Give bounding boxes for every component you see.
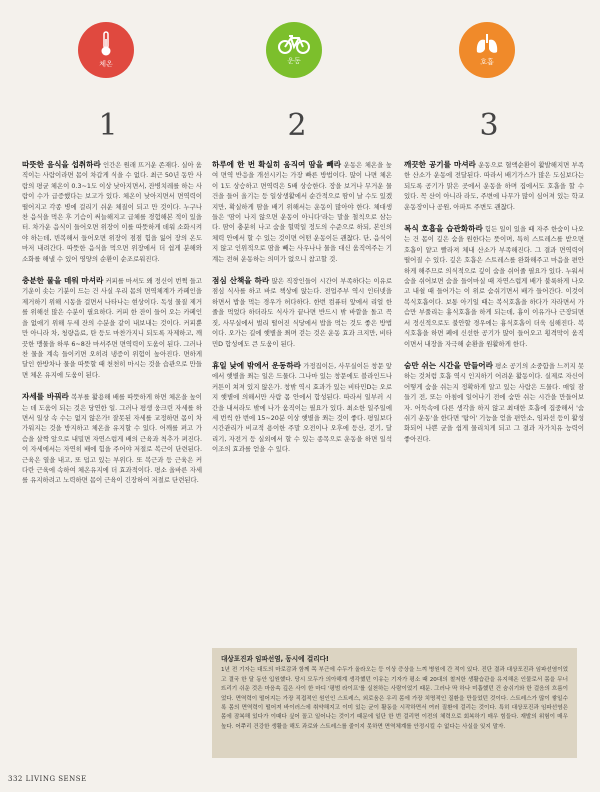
paragraph-heading: 따뜻한 음식을 섭취하라 bbox=[22, 160, 101, 169]
column-temperature bbox=[22, 160, 202, 498]
temperature-label: 체온 bbox=[99, 60, 113, 68]
column-exercise bbox=[212, 160, 392, 467]
temperature-badge bbox=[78, 22, 134, 78]
exercise-label: 운동 bbox=[287, 57, 301, 65]
exercise-badge bbox=[266, 22, 322, 78]
paragraph bbox=[404, 160, 584, 212]
sidebar-box-title: 대상포진과 임파선염, 동시에 걸리다! bbox=[221, 655, 329, 663]
paragraph bbox=[212, 361, 392, 455]
paragraph-heading: 하루에 한 번 확실히 움직여 땀을 빼라 bbox=[212, 160, 342, 169]
paragraph-heading: 충분한 물을 데워 마셔라 bbox=[22, 276, 104, 286]
lungs-icon bbox=[474, 33, 500, 55]
paragraph-text: 커피를 마셔도 왜 정신이 번쩍 들고 기운이 솟는 기분이 드는 건 사실 우리 몸의 면역체계가 카페인을 제거하기 위해 시동을 걸면서 나타나는 현상이다. 독성 물질 제거를 위해선 많은 수분이 필요하다. 커피 한 잔이 들어 오는 카페인을 없애기 위해 두세 잔의 수분을 같이 내보내는 것이다. 커피뿐만 아니라 차, 청량음료, 탄 등도 마찬가지니 되도록 자제하고, 깨끗한 맹물을 하루 6~8잔 마셔주면 면역력이 도움이 된다. 그러나 찬 물을 계속 들이키면 오히려 냉증이 위험이 높아진다. 면하게 달인 한방차나 물을 따뜻할 때 천천히 마시는 것을 습관으로 만들면 체온 유지에 도움이 된다. bbox=[22, 277, 202, 379]
bicycle-icon bbox=[277, 34, 311, 54]
paragraph-heading: 복식 호흡을 습관화하라 bbox=[404, 224, 483, 234]
section-number-1: 1 bbox=[98, 108, 118, 143]
breathing-badge bbox=[459, 22, 515, 78]
sidebar-box bbox=[212, 648, 577, 758]
section-number-2: 2 bbox=[287, 108, 307, 143]
paragraph bbox=[212, 160, 392, 264]
paragraph-text: 평소 공기의 소중함을 느끼지 못하는 것처럼 호흡 역시 인지하기 어려운 활동이다. 실제로 자신이 어떻게 숨을 쉬는지 정확하게 알고 있는 사람은 드물다. 매일 잠들기 전, 또는 아침에 일어나기 전에 숨만 쉬는 시간을 만들어보자. 어둑속에 다른 생각을 하지 않고 최대한 호흡에 집중해서 '숨쉬기 운동'을 한다면 '탐어' 기능을 얻을 편안소, 임파선 등이 활성화되어 나쁜 균을 쉽게 물리치게 되고 그 결과 자가치유 능력이 좋아진다. bbox=[404, 361, 584, 443]
breathing-label: 호흡 bbox=[480, 58, 494, 66]
paragraph-heading: 휴일 낮에 밖에서 운동하라 bbox=[212, 360, 302, 370]
paragraph-text: 힘든 일이 있을 때 자주 한숨이 나오는 건 몸이 깊은 숨을 원한다는 뜻이며, 특히 스트레스를 받으면 호흡이 얕고 빨라져 체내 산소가 부족해진다. 그 결과 면역력이 떨어질 수 있다. 깊은 호흡은 스트레스를 완화해주고 마음을 편안하게 해주므로 의식적으로 깊이 숨을 쉬어줄 필요가 있다. 누워서 숨을 쉬어보면 숨을 들이마실 때 자연스럽게 배가 불룩하게 나오고 내쉴 때 들어가는 이 위로 숨쉬기면서 배가 들어간다. 이것이 복식호흡이다. 보통 아기일 때는 복식호흡을 하다가 자라면서 가슴만 부풀리는 흉식호흡을 하게 되는데, 흉이 이유가나 근장되면서 정신적으로도 불안할 경우에는 흉식호흡이 더욱 심해진다. 복식호흡을 하면 폐에 신선한 공기가 많이 들어오고 횡격막이 움직이면서 내장을 자극해 순환을 원활하게 한다. bbox=[404, 225, 584, 348]
paragraph bbox=[404, 361, 584, 444]
paragraph-text: 많은 직장인들이 시간이 부족하다는 이유로 점심 식사를 하고 바로 책상에 앉는다. 전업주부 역시 인터넷을 하면서 밥을 먹는 경우가 허다하다. 한번 컴퓨터 앞에서 리얼 한 줄을 먹었다 하더라도 식사가 끝나면 반드시 밖 바깥을 돌고 꼭 짓, 사무실에서 벌리 떨어진 식당에서 밥을 먹는 것도 좋은 방법이다. 오가는 길에 햇볕을 쬐며 걷는 것은 운동 효과 크지만, 비타민D 합성에도 큰 도움이 된다. bbox=[212, 277, 392, 348]
paragraph bbox=[404, 224, 584, 349]
sidebar-box-text: 1년 전 기자는 대도의 마로감과 함께 목 부근에 수두가 올라오는 등 이상 증상을 느껴 병원에 간 적이 있다. 진단 결과 대상포진과 임파선염이었고 결국 한 달 동안 입원했다. 당시 모두가 의아해계 생각했던 이유는 기자가 평소 때 20대의 철저한 생활습관을 유지해온 인물로서 몸을 무너뜨리기 쉬운 것은 마음속 깊은 사이 한 마디 '평범 라이프'를 실천하는 사람이었기 때문. 그러나 딱 하나 미흡했던 건 숨쉬기와 한 걸음의 흐름이었다. 면역력이 떨어지는 가장 직접적인 원인인 스트레스, 외로움은 우리 몸에 가장 치명적인 질환을 만들었던 것이다. 스트레스가 많이 쌓일수록 몸의 면역력이 떨어져 바이러스에 취약해지고 이미 있는 균이 활동을 시작하면서 여러 질환에 걸리는 것이다. 특히 대상포진과 임파선염은 몸에 잠복해 있다가 이때다 싶어 꼴고 일어나는 것이기 때문에 일단 한 번 걸리면 이전의 체력으로 회복하기 매우 힘들다. 재발의 위험이 매우 높다. 어쭈리 건강한 생활을 해도 과로와 스트레스를 줄이지 못하면 면역체계를 안정시킬 수 없다는 사실을 잊지 말자. bbox=[221, 667, 568, 730]
paragraph-text: 가정집이든, 사무실이든 창문 앞에서 햇볕을 쬐는 일은 드물다. 그나마 있는 창문에도 블라인드나 커튼이 쳐져 있지 않은가. 창밖 역시 효과가 있는 비타민D는 오로지 햇볕에 의해서만 사람 몸 안에서 합성된다. 따라서 일부러 시간을 내서라도 밖에 나가 움직이는 필요가 있다. 최소한 일주일에 세 번씩 한 번에 15~20분 이상 햇볕을 쬐는 것이 좋다. 평일보다 시간관리가 비교적 용이한 주말 오전이나 오후에 등산, 걷기, 달리기, 자전거 등 실외에서 할 수 있는 종목으로 운동을 하면 일석이조의 효과를 얻을 수 있다. bbox=[212, 361, 392, 454]
paragraph bbox=[212, 276, 392, 349]
thermometer-icon bbox=[99, 31, 113, 57]
column-breathing bbox=[404, 160, 584, 456]
paragraph bbox=[22, 276, 202, 380]
paragraph-heading: 자세를 바꿔라 bbox=[22, 392, 69, 402]
section-number-3: 3 bbox=[479, 108, 499, 143]
paragraph-heading: 점심 산책을 하라 bbox=[212, 276, 270, 286]
paragraph-text: 인간은 원래 뜨거운 존재다. 실아 움직이는 사람이라면 몸이 차갑게 식을 수 없다. 최근 50년 동안 사람의 평균 체온이 0.3~1도 이상 낮아지면서, 잔병치레를 하는 사람이 수가 급증했다는 보고가 있다. 체온이 낮아지면서 면역력이 떨어지고 각종 병에 걸리기 쉬운 체질이 되고 만 것이다. 누구나 찬 음식을 먹은 후 기슴이 써늘해지고 급체를 경험해본 적이 있을 터. 차가운 음식이 들어오면 위장이 이를 따뜻하게 데워 소화시켜야 하는데, 빈복해서 들어오면 위장이 점점 힘을 잃어 장의 온도마저 내려간다. 따뜻한 음식을 먹으면 위장에서 더 쉽게 분해와 소화를 해낼 수 있어 영양의 순환이 순조로워진다. bbox=[22, 161, 202, 263]
paragraph bbox=[22, 160, 202, 264]
page-footer: 332 LIVING SENSE bbox=[8, 775, 87, 783]
paragraph bbox=[22, 392, 202, 486]
paragraph-text: 운동은 체온을 높여 면역 반응을 개선시키는 가장 빠른 방법이다. 많이 나면 체온이 1도 상승하고 면역력은 5배 상승한다. 장을 보거나 무거운 물건을 들어 올기는 등 일상생활에서 순간적으로 땀이 날 수도 있겠지만, 확실하게 땀을 배기 위해서는 운동이 많아야 한다. 체대생들은 '땀이 나지 않으면 운동이 아니다'라는 말을 철칙으로 삼는다. 땀이 충분히 나고 숨을 헐떡일 정도의 수준으로 하되, 본인의 체력 안에서 할 수 있는 것이면 어떤 운동이든 괜찮다. 단, 음식이지 않고 인위적으로 땀을 빼는 사우나나 물을 대신 움직여주는 기계는 전혀 운동하는 의미가 없으니 참고할 것. bbox=[212, 161, 392, 263]
paragraph-heading: 숨만 쉬는 시간을 만들어라 bbox=[404, 360, 493, 370]
paragraph-heading: 깨끗한 공기를 마셔라 bbox=[404, 160, 476, 169]
paragraph-text: 복부를 활용해 배를 따뜻하게 하면 체온을 높이는 데 도움이 되는 것은 당연한 일. 그러나 평생 웅크린 자세를 하면서 일상 속 수는 없지 않은가! 잘못된 자세를 교정하면 몸이 차가워지는 것을 방지하고 체온을 유지할 수 있다. 어깨를 펴고 가슴을 살짝 앞으로 내밀면 자연스럽게 배의 근육과 척추가 펴진다. 이 자세에서는 자연히 배에 힘을 주어야 저절로 복근이 단련된다. 근육은 열을 내고, 또 덥고 있는 부위다. 또 복근과 등 근육은 커다란 근육에 속하여 체온유지에 더 효과적이다. 평소 올바른 자세를 유지하려고 노력하면 몸이 근육이 긴장하여 저절로 단련된다. bbox=[22, 393, 202, 485]
paragraph-text: 운동으로 혈액순환이 활발해지면 부족한 산소가 운동에 전달된다. 따라서 배기가스가 많은 도심보다는 되도록 공기가 맑은 곳에서 운동을 하며 집에서도 호흡을 할 수 있다. 꼭 산이 아니라 라도, 주변에 나무가 많이 심어져 있는 학교 운동장이나 공원, 아파트 주변도 괜찮다. bbox=[404, 161, 584, 211]
